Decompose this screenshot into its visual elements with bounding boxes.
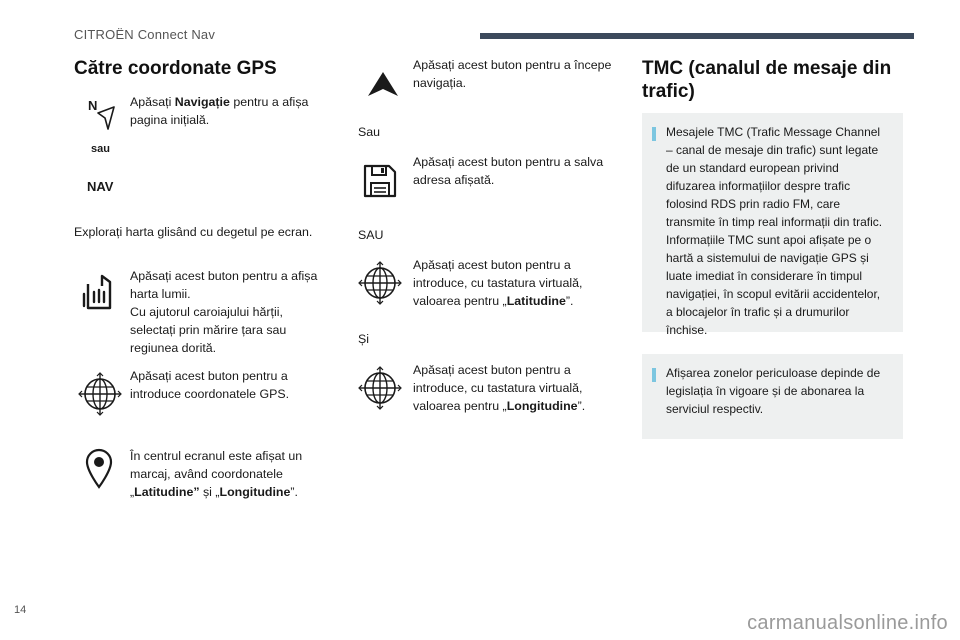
section-title-gps: Către coordonate GPS [74, 58, 277, 79]
danger-zones-text: Afișarea zonelor periculoase depinde de legislația în vigoare și de abonarea la serviciul respectiv. [666, 366, 881, 416]
nav-label: NAV [87, 179, 114, 194]
compass-n-letter: N [88, 98, 98, 113]
sau-small-label: sau [91, 143, 110, 155]
step-navigation-text: Apăsați Navigație pentru a afișa pagina inițială. [130, 95, 309, 127]
latitude-input-text: Apăsați acest buton pentru a introduce, cu tastatura virtuală, valoarea pentru „Latitudine”. [413, 258, 583, 308]
header-bar [480, 33, 914, 39]
start-navigation-arrow-icon [366, 70, 400, 100]
start-navigation-text: Apăsați acest buton pentru a începe navigația. [413, 58, 612, 90]
globe-longitude-icon [358, 366, 402, 410]
section-title-tmc: TMC (canalul de mesaje din trafic) [642, 58, 892, 102]
sau-label-1: Sau [358, 125, 381, 139]
world-map-hand-icon [80, 272, 120, 312]
tmc-info-note [642, 113, 903, 337]
navigation-arrow-icon [86, 97, 122, 135]
step-world-map-text: Apăsați acest buton pentru a afișa harta lumii. Cu ajutorul caroiajului hărții, selectați prin mărire țara sau regiunea dorită. [130, 269, 318, 355]
page-number: 14 [14, 604, 27, 616]
info-marker [652, 127, 656, 141]
danger-zones-note [642, 354, 903, 439]
globe-latitude-icon [358, 261, 402, 305]
footer-watermark: carmanualsonline.info [747, 612, 948, 634]
save-address-text: Apăsați acest buton pentru a salva adresa afișată. [413, 155, 604, 187]
header-brand: CITROËN Connect Nav [74, 27, 216, 42]
marker-center-text: În centrul ecranul este afișat un marcaj, având coordonatele „Latitudine” și „Longitudine”. [130, 449, 303, 499]
si-label: Și [358, 332, 370, 346]
tmc-info-text: Mesajele TMC (Trafic Message Channel – canal de mesaje din trafic) sunt legate de un standard european privind difuzarea informațiilor despre trafic folosind RDS prin radio FM, care transmite în timp real informații din trafic. Informațiile TMC sunt apoi afișate pe o hartă a sistemului de navigație GPS și luate imediat în considerare în timpul navigației, în scopul evitării accidentelor, a blocajelor în trafic și a drumurilor închise. [666, 125, 883, 337]
save-floppy-icon [362, 163, 398, 199]
longitude-input-text: Apăsați acest buton pentru a introduce, cu tastatura virtuală, valoarea pentru „Longitudine”. [413, 363, 586, 413]
info-marker [652, 368, 656, 382]
sau-label-2: SAU [358, 228, 384, 242]
location-pin-icon [84, 447, 114, 489]
explore-map-text: Explorați harta glisând cu degetul pe ecran. [74, 225, 313, 239]
step-gps-coordinates-text: Apăsați acest buton pentru a introduce coordonatele GPS. [130, 369, 290, 401]
globe-grid-icon [78, 372, 122, 416]
